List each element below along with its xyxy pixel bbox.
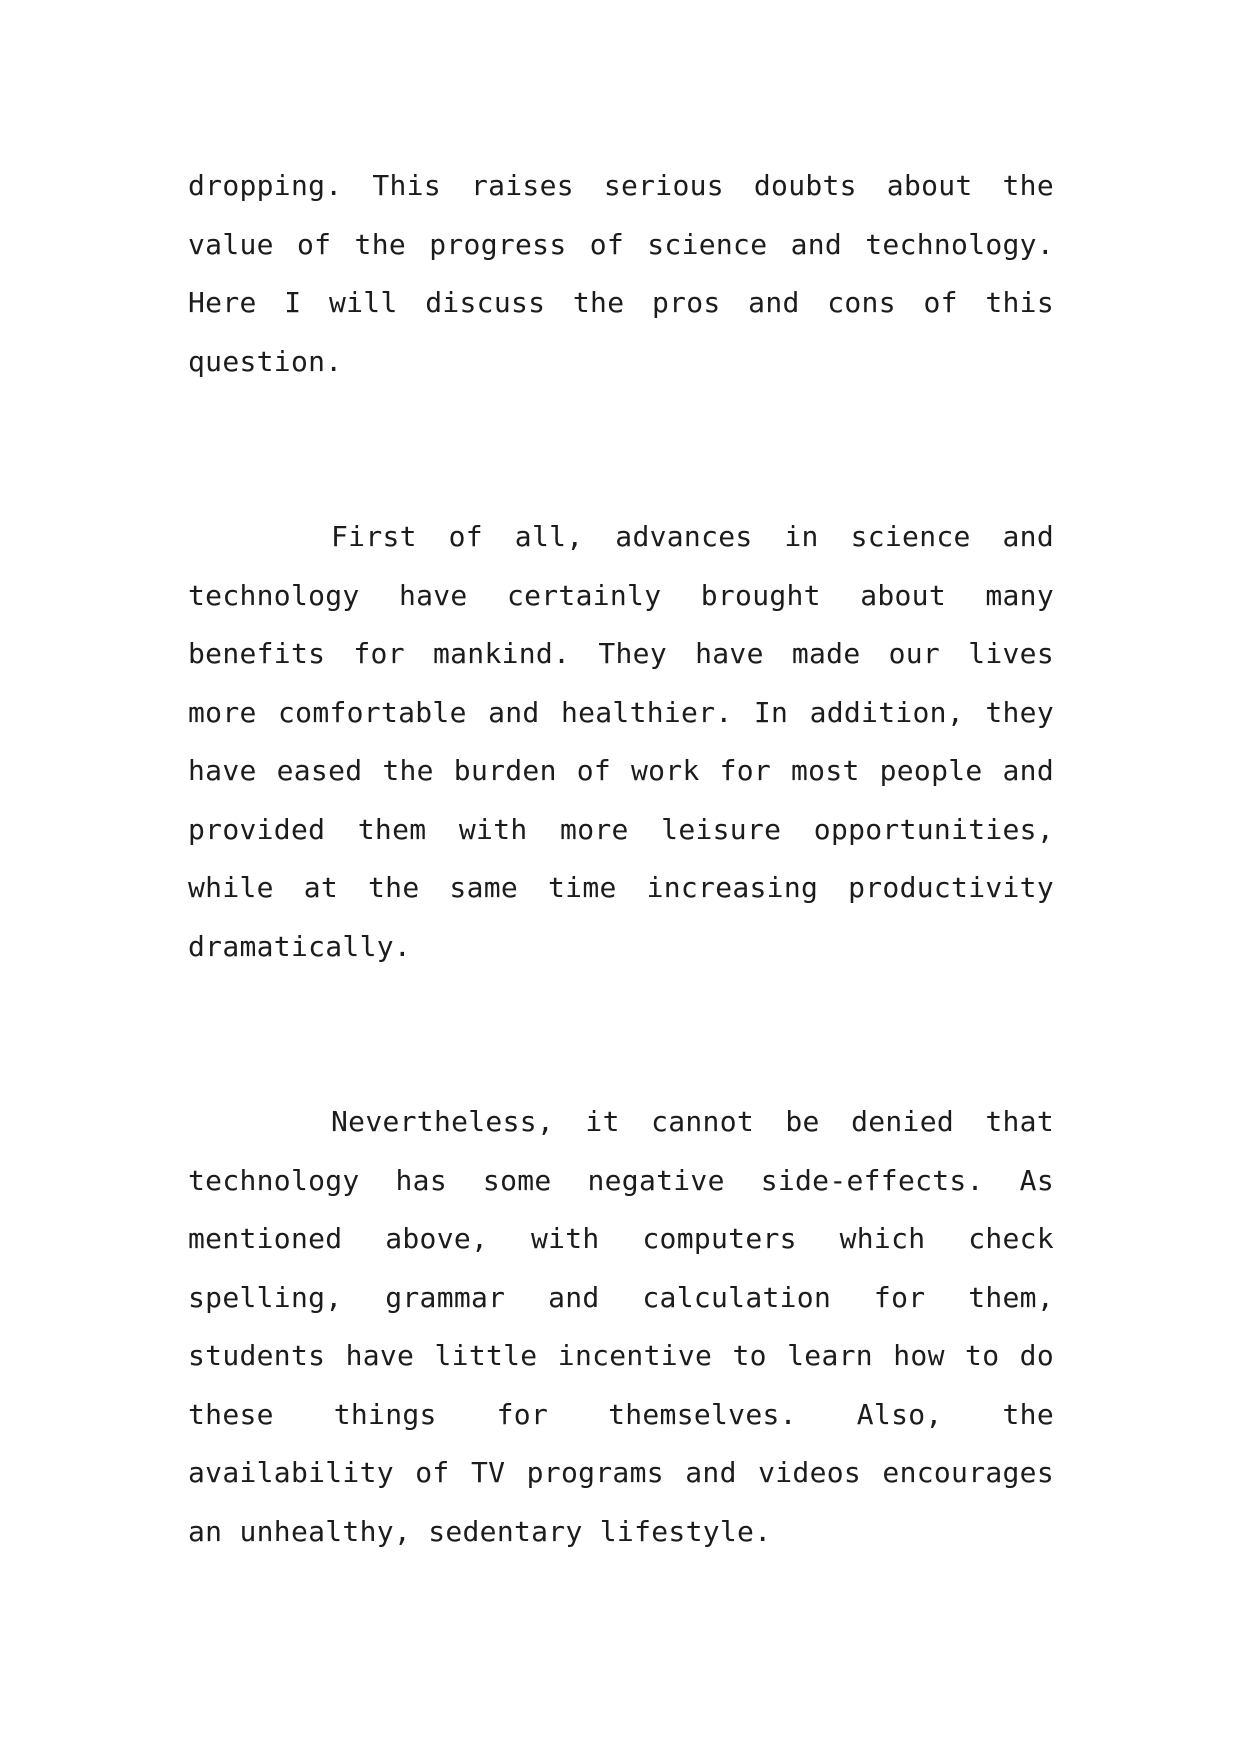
paragraph-negative-effects: Nevertheless, it cannot be denied that technology has some negative side-effects. As mentioned above, with computers which check spelling, grammar and calculation for them, students have little incentive to learn how to do these things for themselves. Also, the availability of TV programs and videos encourages an unhealthy, sedentary lifestyle. bbox=[188, 1105, 1054, 1548]
paragraph-benefits: First of all, advances in science and technology have certainly brought about many benefits for mankind. They have made our lives more comfortable and healthier. In addition, they have eased the burden of work for most people and provided them with more leisure opportunities, while at the same time increasing productivity dramatically. bbox=[188, 520, 1054, 963]
document-body bbox=[188, 157, 1054, 1561]
paragraph-continuation: dropping. This raises serious doubts about the value of the progress of science and technology. Here I will discuss the pros and cons of this question. bbox=[188, 169, 1054, 378]
